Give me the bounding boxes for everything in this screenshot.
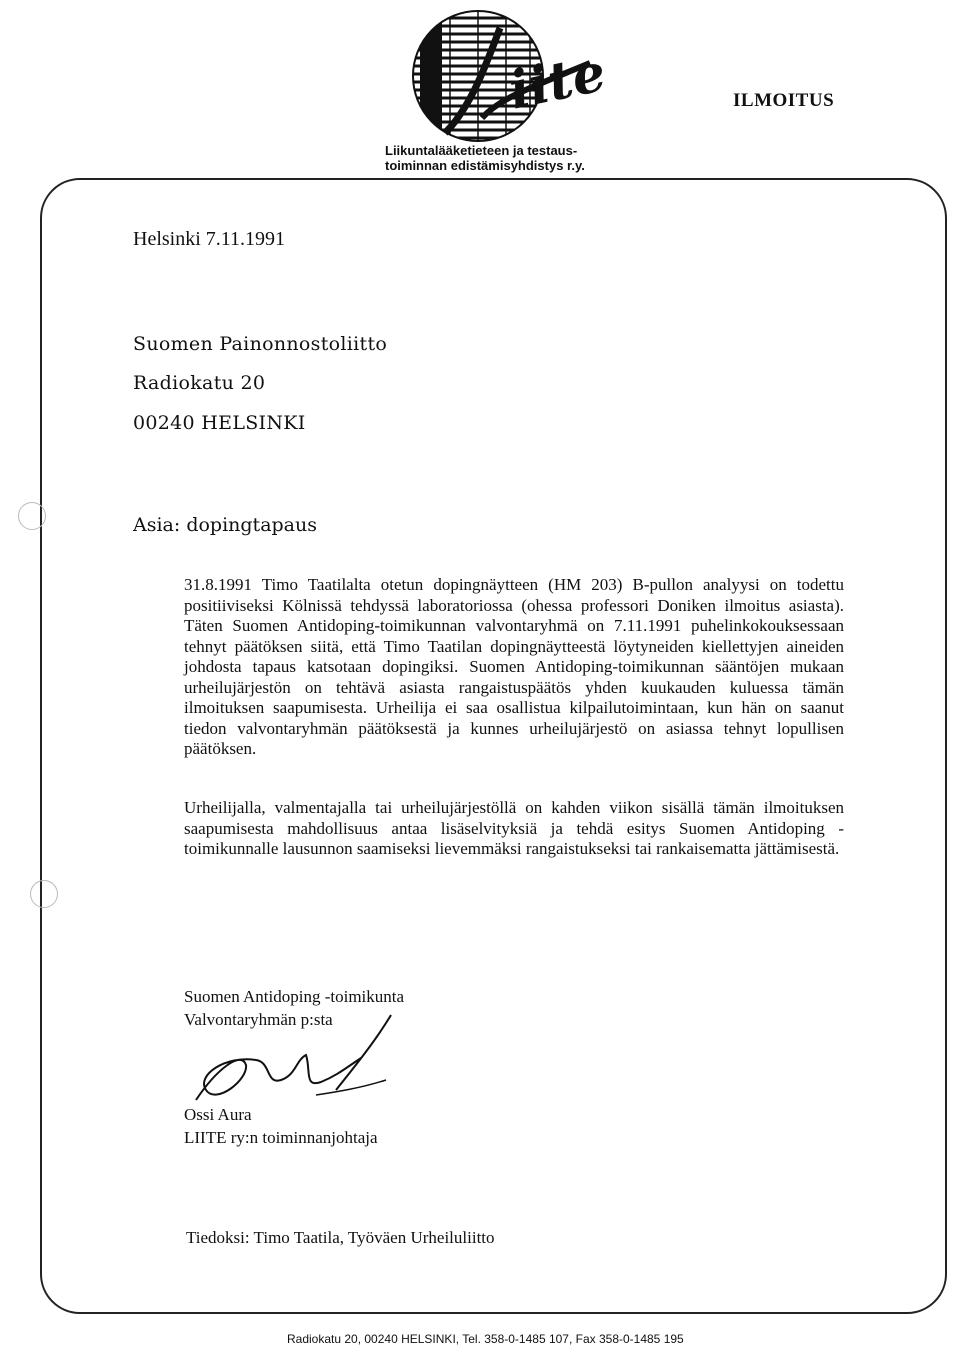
punch-hole-bottom <box>30 880 58 908</box>
subject-line: Asia: dopingtapaus <box>133 514 317 536</box>
cc-line: Tiedoksi: Timo Taatila, Työväen Urheiluliitto <box>186 1228 495 1247</box>
signer-block <box>184 1103 378 1149</box>
organization-name <box>385 143 645 173</box>
sender-organization: Suomen Antidoping -toimikunta <box>184 987 405 1006</box>
body-paragraph-1: 31.8.1991 Timo Taatilalta otetun dopingnäytteen (HM 203) B-pullon analyysi on todettu positiiviseksi Kölnissä tehdyssä laboratoriossa (ohessa professori Doniken ilmoitus asiasta). Täten Suomen Antidoping-toimikunnan valvontaryhmä on 7.11.1991 puhelinkokouksessaan tehnyt päätöksen siitä, että Timo Taatilan dopingnäytteestä löytyneiden kiellettyjen aineiden johdosta tapaus katsotaan dopingiksi. Suomen Antidoping-toimikunnan sääntöjen mukaan urheilujärjestön on tehtävä asiasta rangaistuspäätös yhden kuukauden kuluessa tämän ilmoituksen saapumisesta. Urheilija ei saa osallistua kilpailutoimintaan, kun hän on saanut tiedon valvontaryhmän päätöksestä ja kunnes urheilujärjestö on asiassa tehnyt lopullisen päätöksen. <box>184 575 844 758</box>
punch-hole-top <box>18 502 46 530</box>
document-type: ILMOITUS <box>733 90 835 111</box>
recipient-name: Suomen Painonnostoliitto <box>133 333 388 355</box>
body-paragraph-2: Urheilijalla, valmentajalla tai urheilujärjestöllä on kahden viikon sisällä tämän ilmoituksen saapumisesta mahdollisuus antaa lisäselvityksiä ja tehdä esitys Suomen Antidoping -toimikunnalle lausunnon saamiseksi lievemmäksi rangaistukseksi tai rankaisematta jättämisestä. <box>184 798 844 858</box>
sender-unit: Valvontaryhmän p:sta <box>184 1010 333 1029</box>
signer-name: Ossi Aura <box>184 1105 252 1124</box>
letter-date: Helsinki 7.11.1991 <box>133 228 286 250</box>
handwritten-signature <box>186 1010 406 1110</box>
organization-line-1: Liikuntalääketieteen ja testaus- <box>385 143 578 158</box>
svg-text:iite: iite <box>503 41 611 122</box>
footer-contact: Radiokatu 20, 00240 HELSINKI, Tel. 358-0-1485 107, Fax 358-0-1485 195 <box>287 1332 684 1346</box>
recipient-street: Radiokatu 20 <box>133 372 266 394</box>
signer-title: LIITE ry:n toiminnanjohtaja <box>184 1128 378 1147</box>
organization-line-2: toiminnan edistämisyhdistys r.y. <box>385 158 585 173</box>
liite-logo <box>390 8 620 148</box>
recipient-city: 00240 HELSINKI <box>133 412 306 434</box>
